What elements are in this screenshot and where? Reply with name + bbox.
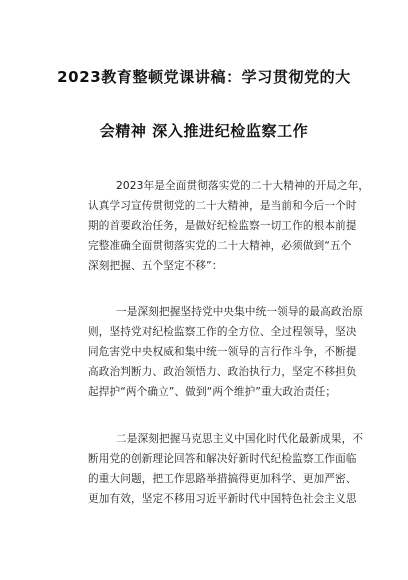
document-title-line-2: 会精神 深入推进纪检监察工作 [99, 122, 309, 140]
paragraph-3-line-1: 二是深刻把握马克思主义中国化时代化最新成果，不 [116, 433, 364, 445]
paragraph-1-line-2: 认真学习宣传贯彻党的二十大精神，是当前和今后一个时 [88, 200, 357, 212]
paragraph-2-line-1: 一是深刻把握坚持党中央集中统一领导的最高政治原 [116, 306, 364, 318]
paragraph-1-line-3: 期的首要政治任务，是做好纪检监察一切工作的根本前提 [88, 220, 357, 232]
paragraph-3-line-2: 断用党的创新理论回答和解决好新时代纪检监察工作面临 [88, 453, 357, 465]
paragraph-2-line-4: 高政治判断力、政治领悟力、政治执行力，坚定不移担负 [88, 366, 357, 378]
paragraph-3-line-4: 更加有效，坚定不移用习近平新时代中国特色社会主义思 [88, 493, 357, 505]
paragraph-2-line-3: 同危害党中央权威和集中统一领导的言行作斗争，不断提 [88, 346, 357, 358]
paragraph-1-line-4: 完整准确全面贯彻落实党的二十大精神，必须做到“五个 [88, 240, 352, 252]
paragraph-1-line-1: 2023年是全面贯彻落实党的二十大精神的开局之年， [116, 180, 370, 192]
paragraph-2-line-5: 起捍护“两个确立”、做到“两个维护”重大政治责任； [88, 386, 337, 398]
paragraph-1-line-5: 深刻把握、五个坚定不移”： [88, 260, 223, 272]
paragraph-3-line-3: 的重大问题，把工作思路举措搞得更加科学、更加严密、 [88, 473, 357, 485]
paragraph-2-line-2: 则，坚持党对纪检监察工作的全方位、全过程领导，坚决 [88, 326, 357, 338]
document-title-line-1: 2023教育整顿党课讲稿：学习贯彻党的大 [57, 68, 351, 86]
